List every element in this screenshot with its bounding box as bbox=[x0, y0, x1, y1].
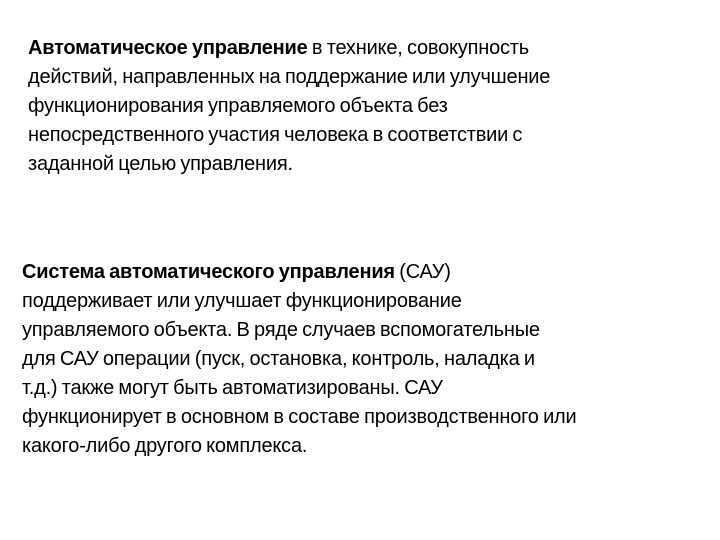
definition-automatic-control-system bbox=[22, 258, 720, 461]
definition-automatic-control bbox=[28, 34, 708, 179]
paragraph-line: т.д.) также могут быть автоматизированы. САУ bbox=[22, 377, 443, 399]
paragraph-line: действий, направленных на поддержание или улучшение bbox=[28, 66, 551, 88]
paragraph-line bbox=[22, 258, 720, 287]
paragraph-text: в технике, совокупность bbox=[307, 37, 529, 59]
paragraph-text: (САУ) bbox=[394, 261, 451, 283]
paragraph-line: непосредственного участия человека в соответствии с bbox=[28, 124, 523, 146]
term-automatic-control-system: Система автоматического управления bbox=[22, 261, 395, 283]
paragraph-line: какого-либо другого комплекса. bbox=[22, 435, 308, 457]
paragraph-line: функционирования управляемого объекта без bbox=[28, 95, 448, 117]
paragraph-line: функционирует в основном в составе производственного или bbox=[22, 406, 577, 428]
paragraph-line: управляемого объекта. В ряде случаев вспомогательные bbox=[22, 319, 540, 341]
paragraph-line: поддерживает или улучшает функционирование bbox=[22, 290, 462, 312]
paragraph-line: для САУ операции (пуск, остановка, контроль, наладка и bbox=[22, 348, 535, 370]
paragraph-line: заданной целью управления. bbox=[28, 153, 293, 175]
paragraph-line bbox=[28, 34, 708, 63]
term-automatic-control: Автоматическое управление bbox=[28, 37, 308, 59]
